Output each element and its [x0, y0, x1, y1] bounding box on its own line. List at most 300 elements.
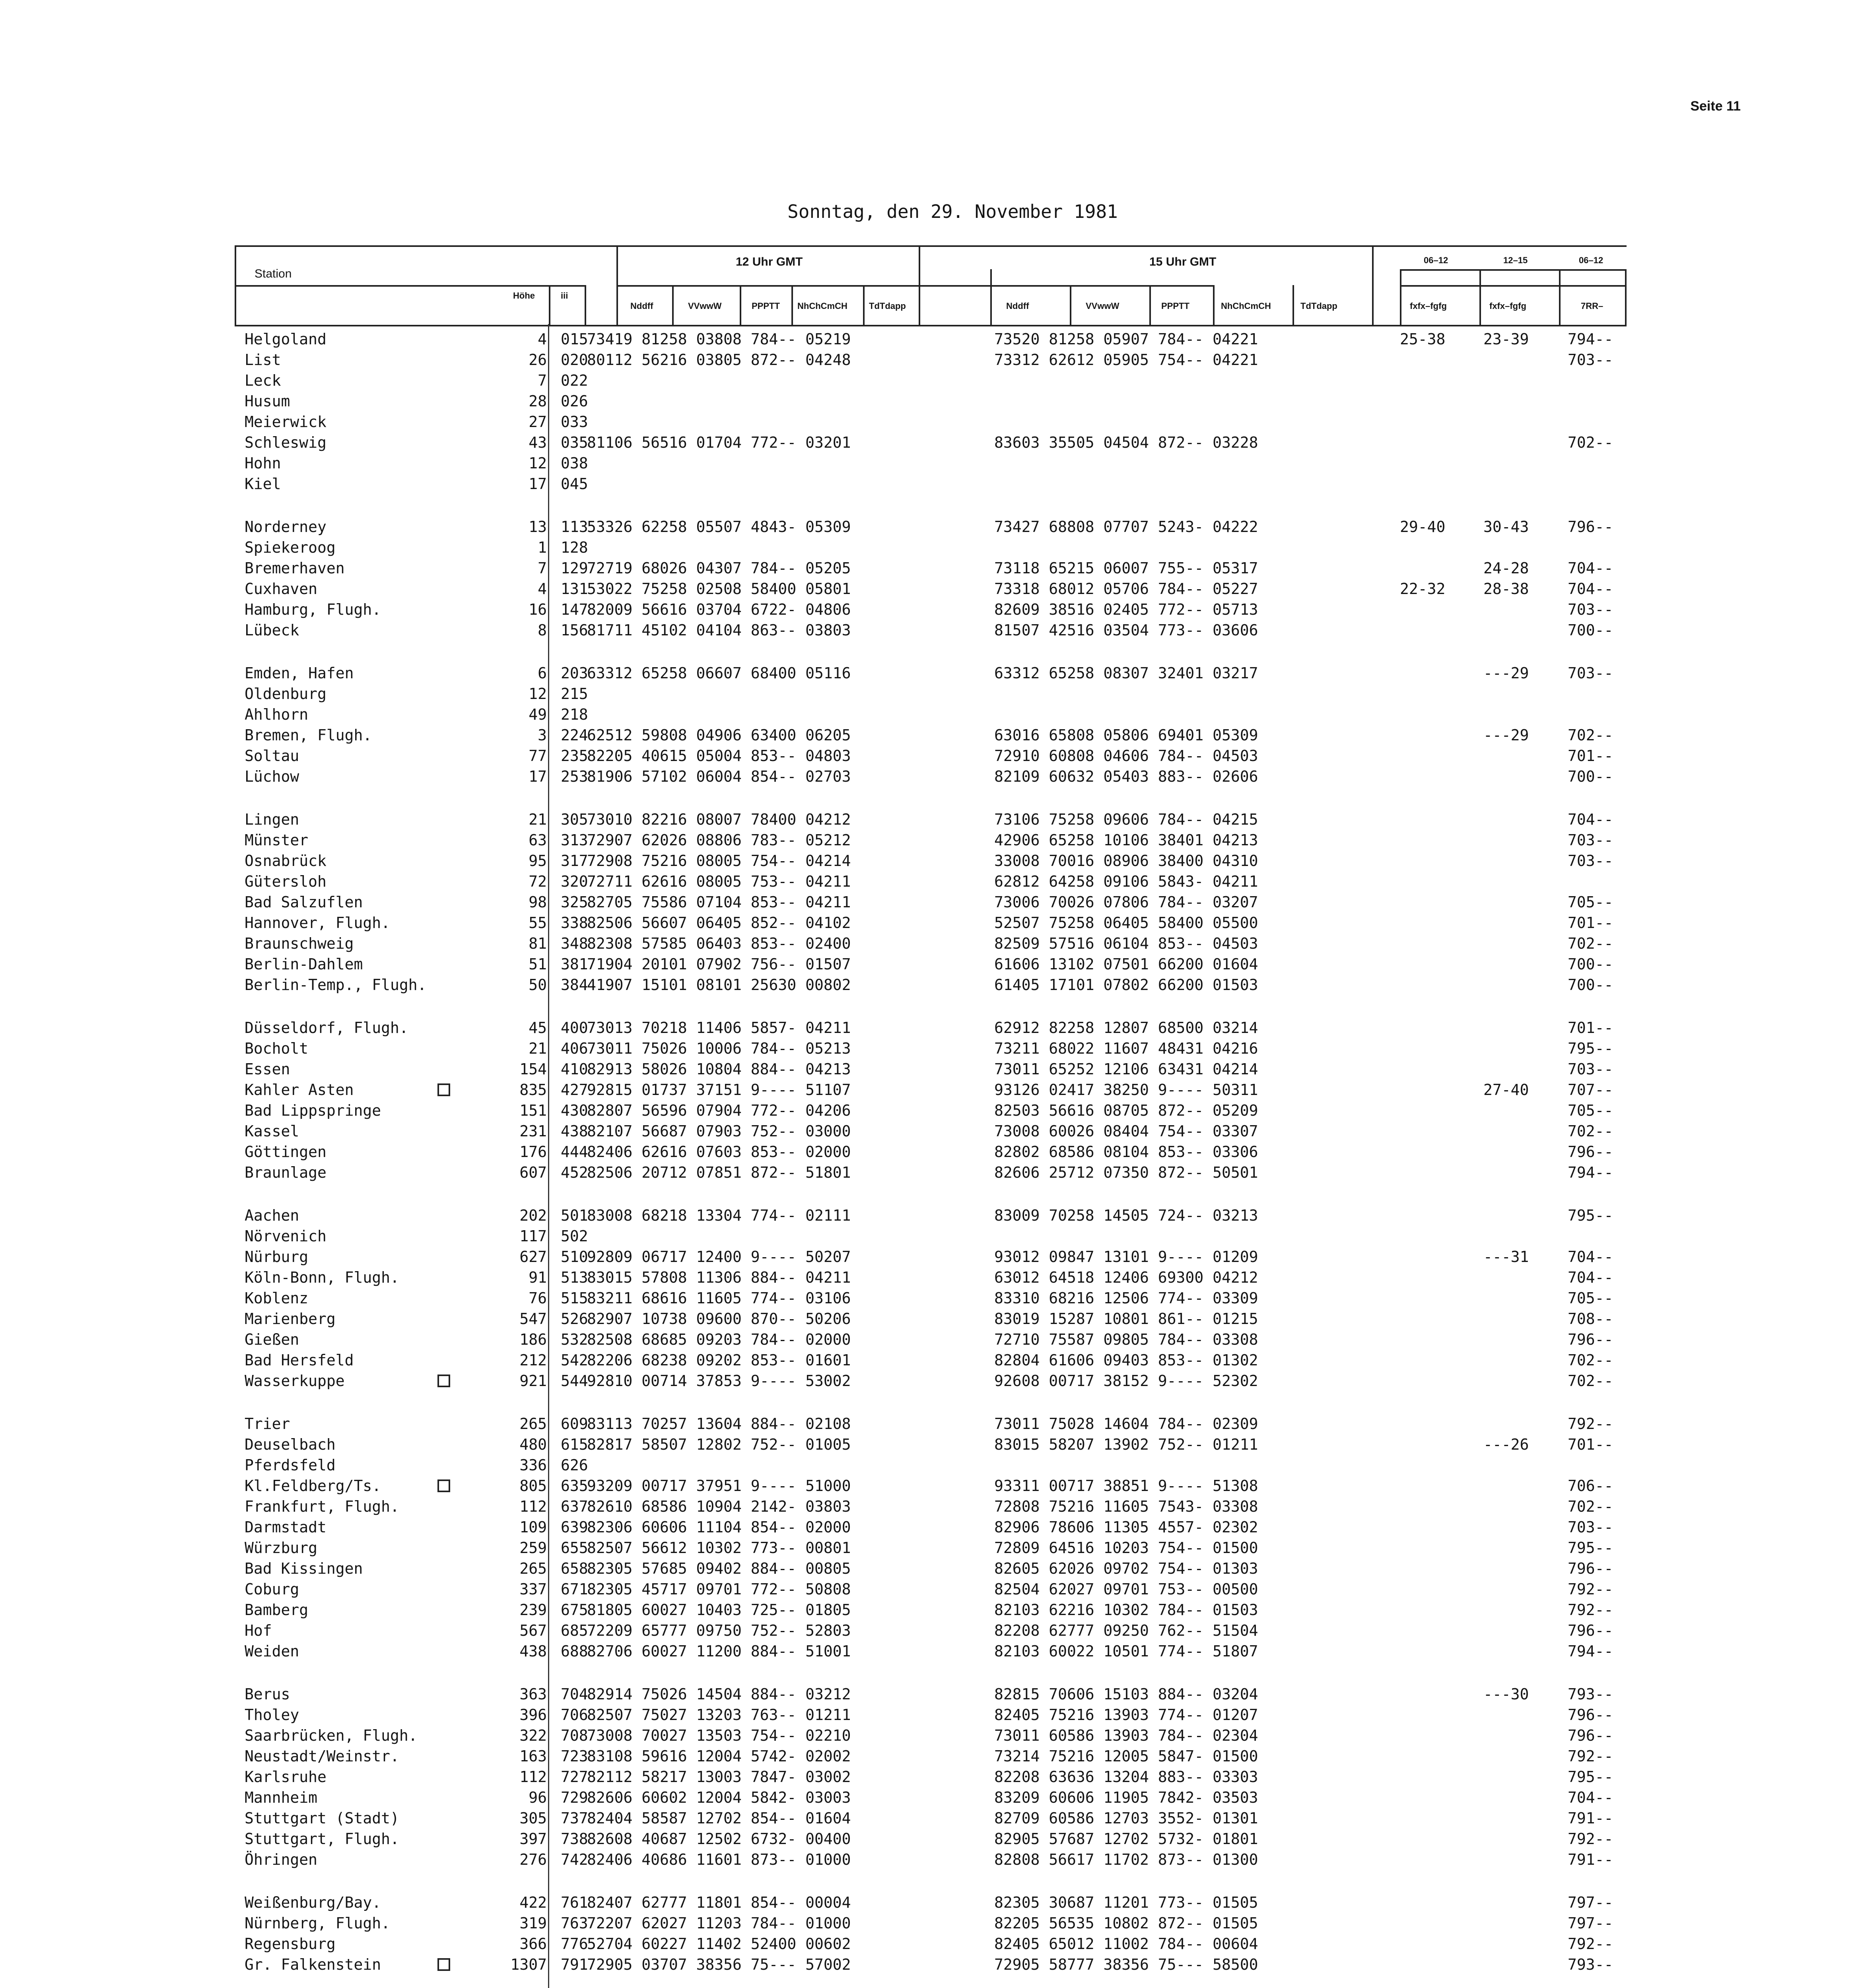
station-height: 305 — [519, 1809, 547, 1827]
obs-15utc: 82606 25712 07350 872-- 50501 — [994, 1164, 1258, 1181]
obs-15utc: 82808 56617 11702 873-- 01300 — [994, 1851, 1258, 1868]
obs-12utc: 81805 60027 10403 725-- 01805 — [587, 1601, 851, 1619]
precip-06-12: 700-- — [1568, 976, 1613, 994]
obs-12utc: 72719 68026 04307 784-- 05205 — [587, 559, 851, 577]
precip-06-12: 708-- — [1568, 1310, 1613, 1328]
station-id: 129 — [561, 559, 588, 577]
station-height: 397 — [519, 1830, 547, 1848]
station-height: 43 — [529, 434, 547, 451]
station-name: Neustadt/Weinstr. — [245, 1747, 399, 1765]
station-height: 28 — [529, 392, 547, 410]
station-height: 112 — [519, 1768, 547, 1786]
obs-15utc: 83009 70258 14505 724-- 03213 — [994, 1207, 1258, 1224]
col12-1: Nddff — [630, 301, 653, 311]
station-name: Oldenburg — [245, 685, 327, 703]
station-id: 444 — [561, 1143, 588, 1161]
group12-header: 12 Uhr GMT — [736, 255, 803, 268]
obs-12utc: 52704 60227 11402 52400 00602 — [587, 1935, 851, 1953]
obs-15utc: 82103 62216 10302 784-- 01503 — [994, 1601, 1258, 1619]
station-height: 151 — [519, 1102, 547, 1119]
precip-06-12: 796-- — [1568, 1622, 1613, 1639]
station-name: Leck — [245, 372, 281, 389]
obs-12utc: 82507 56612 10302 773-- 00801 — [587, 1539, 851, 1557]
gust-06-12: 22-32 — [1400, 580, 1446, 598]
obs-12utc: 82907 10738 09600 870-- 50206 — [587, 1310, 851, 1328]
obs-12utc: 82308 57585 06403 853-- 02400 — [587, 935, 851, 952]
station-height: 76 — [529, 1289, 547, 1307]
station-id: 738 — [561, 1830, 588, 1848]
station-id: 452 — [561, 1164, 588, 1181]
station-id: 671 — [561, 1580, 588, 1598]
station-name: Bad Lippspringe — [245, 1102, 381, 1119]
obs-12utc: 83015 57808 11306 884-- 04211 — [587, 1269, 851, 1286]
obs-15utc: 82804 61606 09403 853-- 01302 — [994, 1351, 1258, 1369]
station-height: 336 — [519, 1456, 547, 1474]
station-id: 729 — [561, 1789, 588, 1806]
station-id: 427 — [561, 1081, 588, 1099]
obs-12utc: 73419 81258 03808 784-- 05219 — [587, 330, 851, 348]
obs-15utc: 73427 68808 07707 5243- 04222 — [994, 518, 1258, 536]
station-name: Nürnberg, Flugh. — [245, 1914, 391, 1932]
station-name: Lingen — [245, 811, 299, 828]
obs-15utc: 61606 13102 07501 66200 01604 — [994, 955, 1258, 973]
obs-15utc: 73006 70026 07806 784-- 03207 — [994, 893, 1258, 911]
station-id: 320 — [561, 873, 588, 890]
precip-06-12: 705-- — [1568, 893, 1613, 911]
station-id: 156 — [561, 621, 588, 639]
station-id: 038 — [561, 454, 588, 472]
station-id: 035 — [561, 434, 588, 451]
station-id: 410 — [561, 1060, 588, 1078]
station-id: 203 — [561, 664, 588, 682]
station-name: Frankfurt, Flugh. — [245, 1498, 399, 1515]
station-height: 1 — [538, 539, 547, 556]
obs-12utc: 92809 06717 12400 9---- 50207 — [587, 1248, 851, 1266]
station-height: 202 — [519, 1207, 547, 1224]
obs-15utc: 93012 09847 13101 9---- 01209 — [994, 1248, 1258, 1266]
station-id: 502 — [561, 1227, 588, 1245]
station-height: 13 — [529, 518, 547, 536]
station-name: Emden, Hafen — [245, 664, 354, 682]
precip-06-12: 793-- — [1568, 1685, 1613, 1703]
station-height: 7 — [538, 372, 547, 389]
obs-12utc: 72905 03707 38356 75--- 57002 — [587, 1956, 851, 1973]
station-height: 805 — [519, 1477, 547, 1495]
station-name: Coburg — [245, 1580, 299, 1598]
precip-06-12: 706-- — [1568, 1477, 1613, 1495]
obs-15utc: 82205 56535 10802 872-- 01505 — [994, 1914, 1258, 1932]
obs-12utc: 82913 58026 10804 884-- 04213 — [587, 1060, 851, 1078]
obs-12utc: 82406 40686 11601 873-- 01000 — [587, 1851, 851, 1868]
precip-06-12: 704-- — [1568, 1269, 1613, 1286]
station-name: Saarbrücken, Flugh. — [245, 1727, 418, 1744]
obs-12utc: 73010 82216 08007 78400 04212 — [587, 811, 851, 828]
station-name: Schleswig — [245, 434, 327, 451]
station-height: 337 — [519, 1580, 547, 1598]
station-name: Gießen — [245, 1331, 299, 1348]
obs-15utc: 82509 57516 06104 853-- 04503 — [994, 935, 1258, 952]
station-height: 49 — [529, 706, 547, 723]
station-id: 253 — [561, 768, 588, 785]
obs-12utc: 72907 62026 08806 783-- 05212 — [587, 831, 851, 849]
station-height: 176 — [519, 1143, 547, 1161]
precip-06-12: 703-- — [1568, 1518, 1613, 1536]
obs-15utc: 82609 38516 02405 772-- 05713 — [994, 601, 1258, 618]
station-name: Berlin-Temp., Flugh. — [245, 976, 427, 994]
precip-06-12: 705-- — [1568, 1289, 1613, 1307]
precip-06-12: 700-- — [1568, 621, 1613, 639]
obs-15utc: 82503 56616 08705 872-- 05209 — [994, 1102, 1258, 1119]
station-id: 615 — [561, 1436, 588, 1453]
station-height: 50 — [529, 976, 547, 994]
station-height: 154 — [519, 1060, 547, 1078]
precip-06-12: 791-- — [1568, 1809, 1613, 1827]
obs-12utc: 82112 58217 13003 7847- 03002 — [587, 1768, 851, 1786]
station-height: 163 — [519, 1747, 547, 1765]
station-height: 921 — [519, 1372, 547, 1390]
station-id: 776 — [561, 1935, 588, 1953]
station-id: 515 — [561, 1289, 588, 1307]
station-id: 015 — [561, 330, 588, 348]
obs-12utc: 63312 65258 06607 68400 05116 — [587, 664, 851, 682]
station-id: 501 — [561, 1207, 588, 1224]
gust-12-15: ---31 — [1483, 1248, 1529, 1266]
gust-12-15: 24-28 — [1483, 559, 1529, 577]
obs-12utc: 83108 59616 12004 5742- 02002 — [587, 1747, 851, 1765]
station-name: Kl.Feldberg/Ts. — [245, 1477, 381, 1495]
station-name: Spiekeroog — [245, 539, 336, 556]
station-id: 544 — [561, 1372, 588, 1390]
obs-15utc: 93311 00717 38851 9---- 51308 — [994, 1477, 1258, 1495]
station-name: Öhringen — [245, 1851, 318, 1868]
station-id: 658 — [561, 1560, 588, 1577]
station-name: Braunlage — [245, 1164, 327, 1181]
obs-12utc: 82606 60602 12004 5842- 03003 — [587, 1789, 851, 1806]
obs-12utc: 72908 75216 08005 754-- 04214 — [587, 852, 851, 870]
precip-06-12: 795-- — [1568, 1539, 1613, 1557]
obs-12utc: 93209 00717 37951 9---- 51000 — [587, 1477, 851, 1495]
obs-12utc: 82407 62777 11801 854-- 00004 — [587, 1894, 851, 1911]
obs-15utc: 83019 15287 10801 861-- 01215 — [994, 1310, 1258, 1328]
station-height: 239 — [519, 1601, 547, 1619]
station-id: 609 — [561, 1415, 588, 1433]
obs-12utc: 82305 45717 09701 772-- 50808 — [587, 1580, 851, 1598]
station-height: 322 — [519, 1727, 547, 1744]
station-id: 020 — [561, 351, 588, 369]
precip-06-12: 792-- — [1568, 1747, 1613, 1765]
precip-06-12: 703-- — [1568, 351, 1613, 369]
obs-15utc: 82305 30687 11201 773-- 01505 — [994, 1894, 1258, 1911]
station-height: 96 — [529, 1789, 547, 1806]
obs-15utc: 72710 75587 09805 784-- 03308 — [994, 1331, 1258, 1348]
station-id: 742 — [561, 1851, 588, 1868]
station-height: 1307 — [510, 1956, 547, 1973]
precip-06-12: 796-- — [1568, 1560, 1613, 1577]
station-id: 235 — [561, 747, 588, 765]
station-id: 131 — [561, 580, 588, 598]
obs-12utc: 71904 20101 07902 756-- 01507 — [587, 955, 851, 973]
station-id: 224 — [561, 726, 588, 744]
station-height: 265 — [519, 1415, 547, 1433]
station-height: 95 — [529, 852, 547, 870]
station-id: 381 — [561, 955, 588, 973]
precip-06-12: 795-- — [1568, 1768, 1613, 1786]
station-name: Hof — [245, 1622, 272, 1639]
station-name: Cuxhaven — [245, 580, 318, 598]
station-height: 51 — [529, 955, 547, 973]
obs-15utc: 81507 42516 03504 773-- 03606 — [994, 621, 1258, 639]
station-name: Bad Kissingen — [245, 1560, 363, 1577]
station-name: Weißenburg/Bay. — [245, 1894, 381, 1911]
station-height: 259 — [519, 1539, 547, 1557]
station-name: Hamburg, Flugh. — [245, 601, 381, 618]
obs-15utc: 62912 82258 12807 68500 03214 — [994, 1019, 1258, 1037]
station-id: 430 — [561, 1102, 588, 1119]
station-name: Deuselbach — [245, 1436, 336, 1453]
station-height: 6 — [538, 664, 547, 682]
station-id: 218 — [561, 706, 588, 723]
precip-06-12: 792-- — [1568, 1415, 1613, 1433]
station-id: 688 — [561, 1642, 588, 1660]
group15-header: 15 Uhr GMT — [1149, 255, 1217, 268]
precip-06-12: 795-- — [1568, 1207, 1613, 1224]
precip-06-12: 791-- — [1568, 1851, 1613, 1868]
col12-2: VVwwW — [688, 301, 722, 311]
station-height: 319 — [519, 1914, 547, 1932]
station-name: Norderney — [245, 518, 327, 536]
station-height: 72 — [529, 873, 547, 890]
station-height: 567 — [519, 1622, 547, 1639]
station-name: Hohn — [245, 454, 281, 472]
obs-15utc: 83310 68216 12506 774-- 03309 — [994, 1289, 1258, 1307]
station-height: 21 — [529, 811, 547, 828]
station-id: 639 — [561, 1518, 588, 1536]
precip-06-12: 700-- — [1568, 768, 1613, 785]
precip-06-12: 702-- — [1568, 935, 1613, 952]
obs-12utc: 73008 70027 13503 754-- 02210 — [587, 1727, 851, 1744]
precip-06-12: 704-- — [1568, 811, 1613, 828]
station-name: Stuttgart (Stadt) — [245, 1809, 399, 1827]
obs-15utc: 82709 60586 12703 3552- 01301 — [994, 1809, 1258, 1827]
station-name: Göttingen — [245, 1143, 327, 1161]
station-name: Tholey — [245, 1706, 299, 1724]
obs-15utc: 72809 64516 10203 754-- 01500 — [994, 1539, 1258, 1557]
station-id: 215 — [561, 685, 588, 703]
station-header: Station — [255, 267, 292, 280]
obs-12utc: 82404 58587 12702 854-- 01604 — [587, 1809, 851, 1827]
station-id: 438 — [561, 1122, 588, 1140]
obs-12utc: 82506 56607 06405 852-- 04102 — [587, 914, 851, 932]
precip-06-12: 792-- — [1568, 1935, 1613, 1953]
gust-12-15: ---29 — [1483, 664, 1529, 682]
obs-15utc: 83603 35505 04504 872-- 03228 — [994, 434, 1258, 451]
obs-15utc: 62812 64258 09106 5843- 04211 — [994, 873, 1258, 890]
precip-06-12: 794-- — [1568, 330, 1613, 348]
station-height: 81 — [529, 935, 547, 952]
station-id: 033 — [561, 413, 588, 431]
precip-06-12: 702-- — [1568, 1122, 1613, 1140]
station-id: 313 — [561, 831, 588, 849]
station-height: 12 — [529, 454, 547, 472]
obs-12utc: 82914 75026 14504 884-- 03212 — [587, 1685, 851, 1703]
obs-15utc: 42906 65258 10106 38401 04213 — [994, 831, 1258, 849]
obs-12utc: 80112 56216 03805 872-- 04248 — [587, 351, 851, 369]
obs-12utc: 82507 75027 13203 763-- 01211 — [587, 1706, 851, 1724]
station-id: 737 — [561, 1809, 588, 1827]
page-title: Sonntag, den 29. November 1981 — [787, 201, 1118, 222]
obs-15utc: 73312 62612 05905 754-- 04221 — [994, 351, 1258, 369]
precip-06-12: 792-- — [1568, 1580, 1613, 1598]
station-id: 510 — [561, 1248, 588, 1266]
station-height: 547 — [519, 1310, 547, 1328]
obs-12utc: 73013 70218 11406 5857- 04211 — [587, 1019, 851, 1037]
station-name: Bocholt — [245, 1040, 309, 1057]
station-id: 338 — [561, 914, 588, 932]
station-name: Hannover, Flugh. — [245, 914, 391, 932]
station-height: 366 — [519, 1935, 547, 1953]
station-height: 627 — [519, 1248, 547, 1266]
precip-06-12: 700-- — [1568, 955, 1613, 973]
obs-15utc: 82906 78606 11305 4557- 02302 — [994, 1518, 1258, 1536]
obs-12utc: 82610 68586 10904 2142- 03803 — [587, 1498, 851, 1515]
station-name: Marienberg — [245, 1310, 336, 1328]
obs-12utc: 82206 68238 09202 853-- 01601 — [587, 1351, 851, 1369]
extra-top-2: 12–15 — [1503, 255, 1528, 265]
gust-12-15: ---30 — [1483, 1685, 1529, 1703]
precip-06-12: 797-- — [1568, 1914, 1613, 1932]
station-height: 26 — [529, 351, 547, 369]
station-name: Würzburg — [245, 1539, 318, 1557]
precip-06-12: 796-- — [1568, 518, 1613, 536]
gust-12-15: 27-40 — [1483, 1081, 1529, 1099]
station-id: 637 — [561, 1498, 588, 1515]
station-height: 8 — [538, 621, 547, 639]
precip-06-12: 792-- — [1568, 1830, 1613, 1848]
station-id: 128 — [561, 539, 588, 556]
station-id: 727 — [561, 1768, 588, 1786]
station-name: Berus — [245, 1685, 290, 1703]
precip-06-12: 701-- — [1568, 1436, 1613, 1453]
station-name: List — [245, 351, 281, 369]
obs-12utc: 82807 56596 07904 772-- 04206 — [587, 1102, 851, 1119]
obs-15utc: 82109 60632 05403 883-- 02606 — [994, 768, 1258, 785]
station-height: 422 — [519, 1894, 547, 1911]
station-height: 480 — [519, 1436, 547, 1453]
gust-06-12: 25-38 — [1400, 330, 1446, 348]
precip-06-12: 704-- — [1568, 580, 1613, 598]
station-height: 4 — [538, 580, 547, 598]
station-id: 400 — [561, 1019, 588, 1037]
station-height: 186 — [519, 1331, 547, 1348]
precip-06-12: 703-- — [1568, 831, 1613, 849]
obs-12utc: 73011 75026 10006 784-- 05213 — [587, 1040, 851, 1057]
station-id: 708 — [561, 1727, 588, 1744]
obs-12utc: 92810 00714 37853 9---- 53002 — [587, 1372, 851, 1390]
precip-06-12: 796-- — [1568, 1706, 1613, 1724]
station-height: 45 — [529, 1019, 547, 1037]
obs-15utc: 82504 62027 09701 753-- 00500 — [994, 1580, 1258, 1598]
obs-15utc: 83209 60606 11905 7842- 03503 — [994, 1789, 1258, 1806]
precip-06-12: 701-- — [1568, 1019, 1613, 1037]
station-id: 791 — [561, 1956, 588, 1973]
station-name: Braunschweig — [245, 935, 354, 952]
precip-06-12: 794-- — [1568, 1164, 1613, 1181]
col15-1: Nddff — [1006, 301, 1029, 311]
station-id: 763 — [561, 1914, 588, 1932]
gust-12-15: ---29 — [1483, 726, 1529, 744]
station-height: 3 — [538, 726, 547, 744]
obs-15utc: 73214 75216 12005 5847- 01500 — [994, 1747, 1258, 1765]
extra-top-3: 06–12 — [1579, 255, 1603, 265]
station-id: 384 — [561, 976, 588, 994]
obs-15utc: 63012 64518 12406 69300 04212 — [994, 1269, 1258, 1286]
station-name: Darmstadt — [245, 1518, 327, 1536]
obs-15utc: 92608 00717 38152 9---- 52302 — [994, 1372, 1258, 1390]
station-name: Regensburg — [245, 1935, 336, 1953]
station-id: 704 — [561, 1685, 588, 1703]
obs-12utc: 53022 75258 02508 58400 05801 — [587, 580, 851, 598]
obs-12utc: 83113 70257 13604 884-- 02108 — [587, 1415, 851, 1433]
station-id: 723 — [561, 1747, 588, 1765]
obs-12utc: 82406 62616 07603 853-- 02000 — [587, 1143, 851, 1161]
iii-header: iii — [561, 291, 568, 301]
station-name: Meierwick — [245, 413, 327, 431]
station-id: 685 — [561, 1622, 588, 1639]
station-name: Kassel — [245, 1122, 299, 1140]
precip-06-12: 707-- — [1568, 1081, 1613, 1099]
station-id: 113 — [561, 518, 588, 536]
extra-top-1: 06–12 — [1424, 255, 1448, 265]
station-name: Bad Hersfeld — [245, 1351, 354, 1369]
open-square-icon — [437, 1958, 450, 1971]
col12-3: PPPTT — [752, 301, 780, 311]
station-height: 91 — [529, 1269, 547, 1286]
precip-06-12: 796-- — [1568, 1331, 1613, 1348]
station-name: Trier — [245, 1415, 290, 1433]
column-divider — [548, 324, 549, 1988]
obs-12utc: 92815 01737 37151 9---- 51107 — [587, 1081, 851, 1099]
station-id: 542 — [561, 1351, 588, 1369]
station-id: 635 — [561, 1477, 588, 1495]
station-height: 112 — [519, 1498, 547, 1515]
precip-06-12: 794-- — [1568, 1642, 1613, 1660]
obs-12utc: 81906 57102 06004 854-- 02703 — [587, 768, 851, 785]
precip-06-12: 702-- — [1568, 1372, 1613, 1390]
station-id: 532 — [561, 1331, 588, 1348]
station-name: Bremerhaven — [245, 559, 345, 577]
precip-06-12: 795-- — [1568, 1040, 1613, 1057]
precip-06-12: 702-- — [1568, 434, 1613, 451]
obs-12utc: 82009 56616 03704 6722- 04806 — [587, 601, 851, 618]
station-name: Gr. Falkenstein — [245, 1956, 381, 1973]
precip-06-12: 704-- — [1568, 1248, 1613, 1266]
station-name: Koblenz — [245, 1289, 309, 1307]
station-id: 348 — [561, 935, 588, 952]
station-name: Gütersloh — [245, 873, 327, 890]
station-id: 045 — [561, 475, 588, 493]
obs-15utc: 73106 75258 09606 784-- 04215 — [994, 811, 1258, 828]
station-height: 109 — [519, 1518, 547, 1536]
obs-15utc: 82103 60022 10501 774-- 51807 — [994, 1642, 1258, 1660]
col12-5: TdTdapp — [869, 301, 906, 311]
station-id: 026 — [561, 392, 588, 410]
precip-06-12: 701-- — [1568, 747, 1613, 765]
station-id: 761 — [561, 1894, 588, 1911]
table-header — [235, 245, 1627, 326]
station-name: Düsseldorf, Flugh. — [245, 1019, 408, 1037]
col15-5: TdTdapp — [1300, 301, 1337, 311]
precip-06-12: 703-- — [1568, 601, 1613, 618]
